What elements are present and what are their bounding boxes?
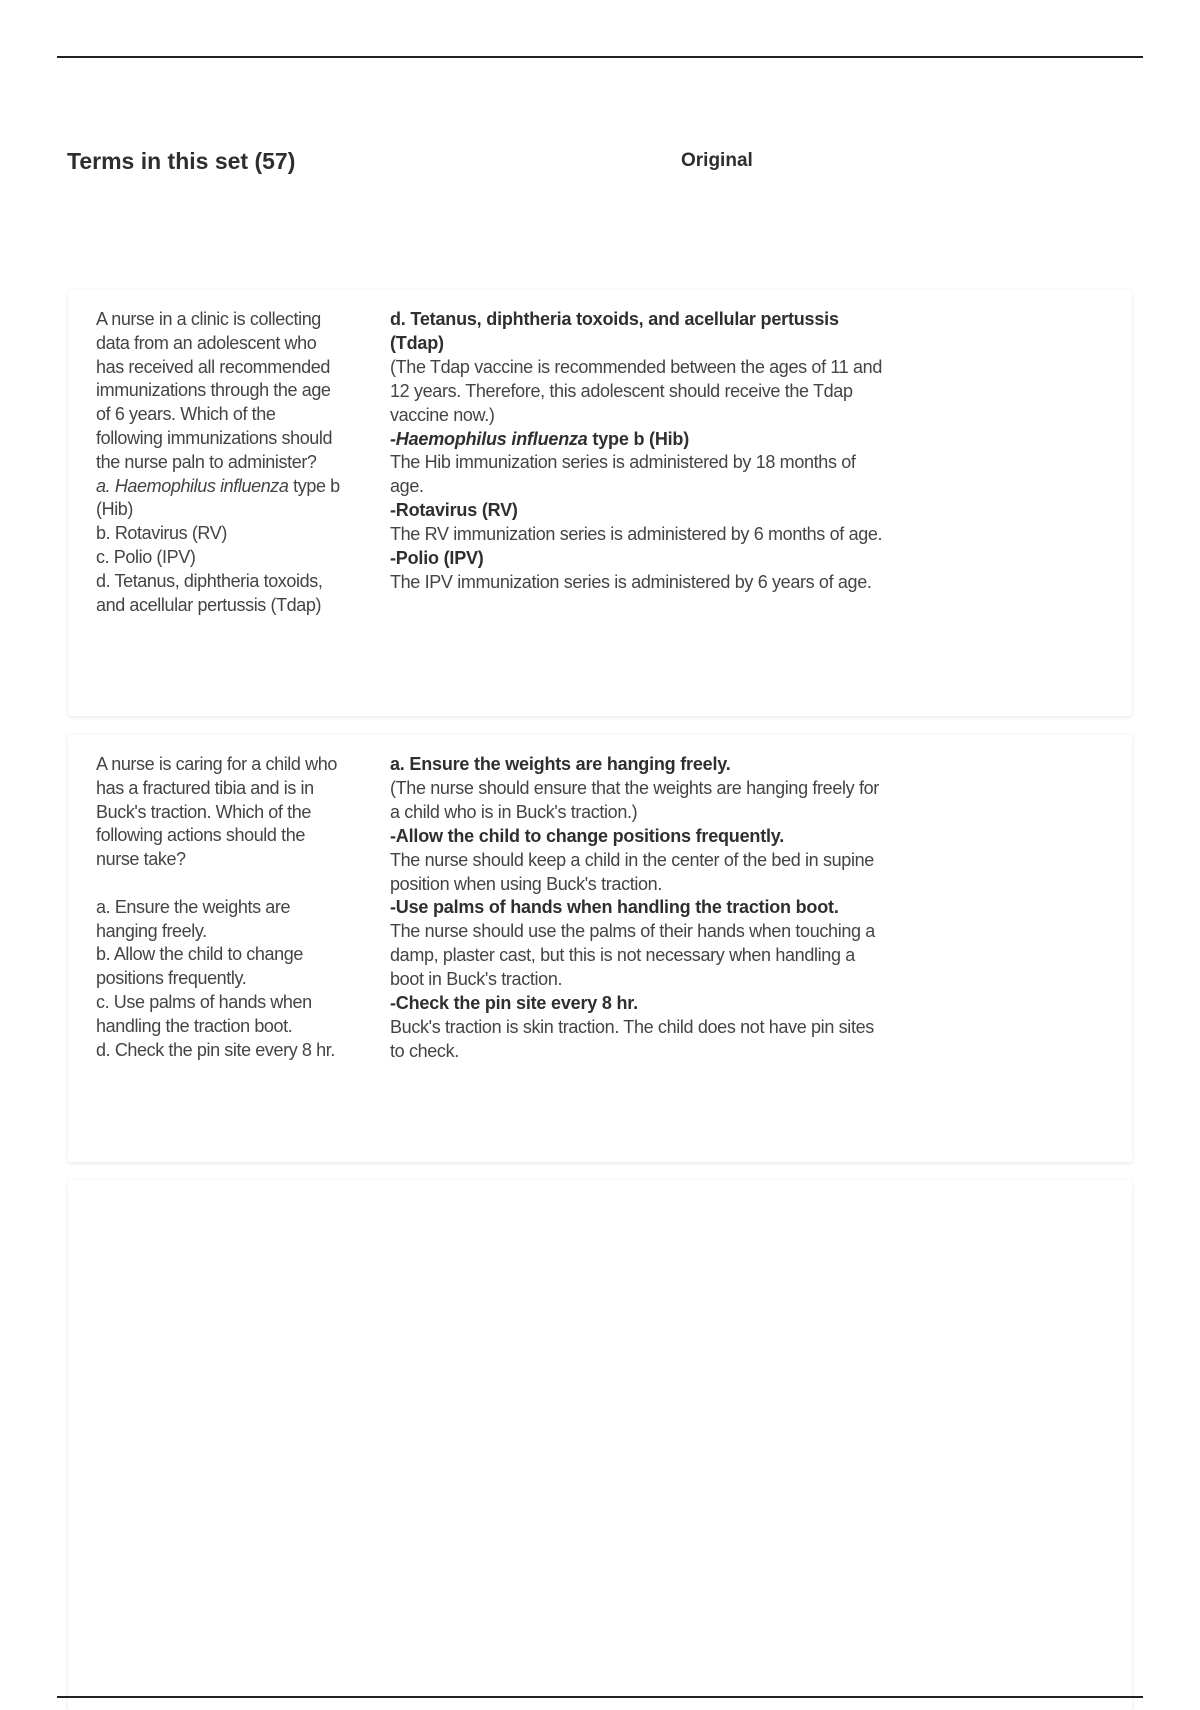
definition-item-text: The nurse should keep a child in the center of the bed in supine position when using Buck's traction.: [390, 849, 874, 894]
definition-item-heading: -Allow the child to change positions frequently.: [390, 825, 785, 846]
term-text: [96, 308, 340, 617]
term-option-a-italic: a. Haemophilus influenza: [96, 475, 289, 496]
definition-answer: a. Ensure the weights are hanging freely.: [390, 754, 731, 774]
definition-item-text: Buck's traction is skin traction. The child does not have pin sites to check.: [390, 1016, 874, 1061]
term-option-d: d. Tetanus, diphtheria toxoids, and acellular pertussis (Tdap): [96, 570, 323, 615]
definition-rationale: (The nurse should ensure that the weights are hanging freely for a child who is in Buck's traction.): [390, 777, 879, 822]
term-option-c: c. Use palms of hands when handling the traction boot.: [96, 991, 312, 1036]
bottom-rule: [57, 1696, 1143, 1698]
term-question: A nurse is caring for a child who has a fractured tibia and is in Buck's traction. Which of the following actions should the nurse take?: [96, 754, 337, 870]
term-text: [96, 753, 340, 1062]
term-question: A nurse in a clinic is collecting data from an adolescent who has received all recommended immunizations through the age of 6 years. Which of the following immunizations should the nurse paln to administer?: [96, 309, 333, 472]
definition-item-heading: -Check the pin site every 8 hr.: [390, 993, 638, 1014]
term-option-a-rest: type b (Hib): [96, 475, 340, 520]
definition-item-heading-italic: -Haemophilus influenza: [390, 428, 588, 449]
definition-text: [390, 753, 890, 1064]
definition-rationale: (The Tdap vaccine is recommended between the ages of 11 and 12 years. Therefore, this adolescent should receive the Tdap vaccine now.): [390, 356, 882, 425]
sort-order-label[interactable]: Original: [681, 150, 753, 171]
term-option-a: [96, 475, 340, 523]
definition-item-heading: -Rotavirus (RV): [390, 500, 518, 521]
definition-item-text: The Hib immunization series is administered by 18 months of age.: [390, 452, 856, 497]
definition-item-heading: -Use palms of hands when handling the traction boot.: [390, 897, 839, 918]
set-title: Terms in this set (57): [67, 148, 296, 174]
term-card: [68, 290, 1132, 716]
definition-text: [390, 308, 890, 595]
definition-item-text: The nurse should use the palms of their hands when touching a damp, plaster cast, but this is not necessary when handling a boot in Buck's traction.: [390, 921, 875, 990]
definition-answer: d. Tetanus, diphtheria toxoids, and acellular pertussis (Tdap): [390, 309, 839, 353]
definition-item-heading: -Polio (IPV): [390, 548, 484, 569]
top-rule: [57, 56, 1143, 58]
term-card: [68, 735, 1132, 1162]
definition-item-heading-rest: type b (Hib): [587, 428, 690, 449]
term-card-empty: [68, 1180, 1132, 1710]
definition-item-text: The RV immunization series is administered by 6 months of age.: [390, 524, 883, 545]
term-option-b: b. Allow the child to change positions frequently.: [96, 944, 303, 989]
term-option-a: a. Ensure the weights are hanging freely.: [96, 896, 291, 941]
definition-item-text: The IPV immunization series is administered by 6 years of age.: [390, 571, 872, 592]
term-option-c: c. Polio (IPV): [96, 546, 196, 567]
definition-item-heading: [390, 428, 890, 452]
term-option-b: b. Rotavirus (RV): [96, 523, 227, 544]
term-spacer: [96, 872, 340, 896]
term-option-d: d. Check the pin site every 8 hr.: [96, 1039, 335, 1060]
